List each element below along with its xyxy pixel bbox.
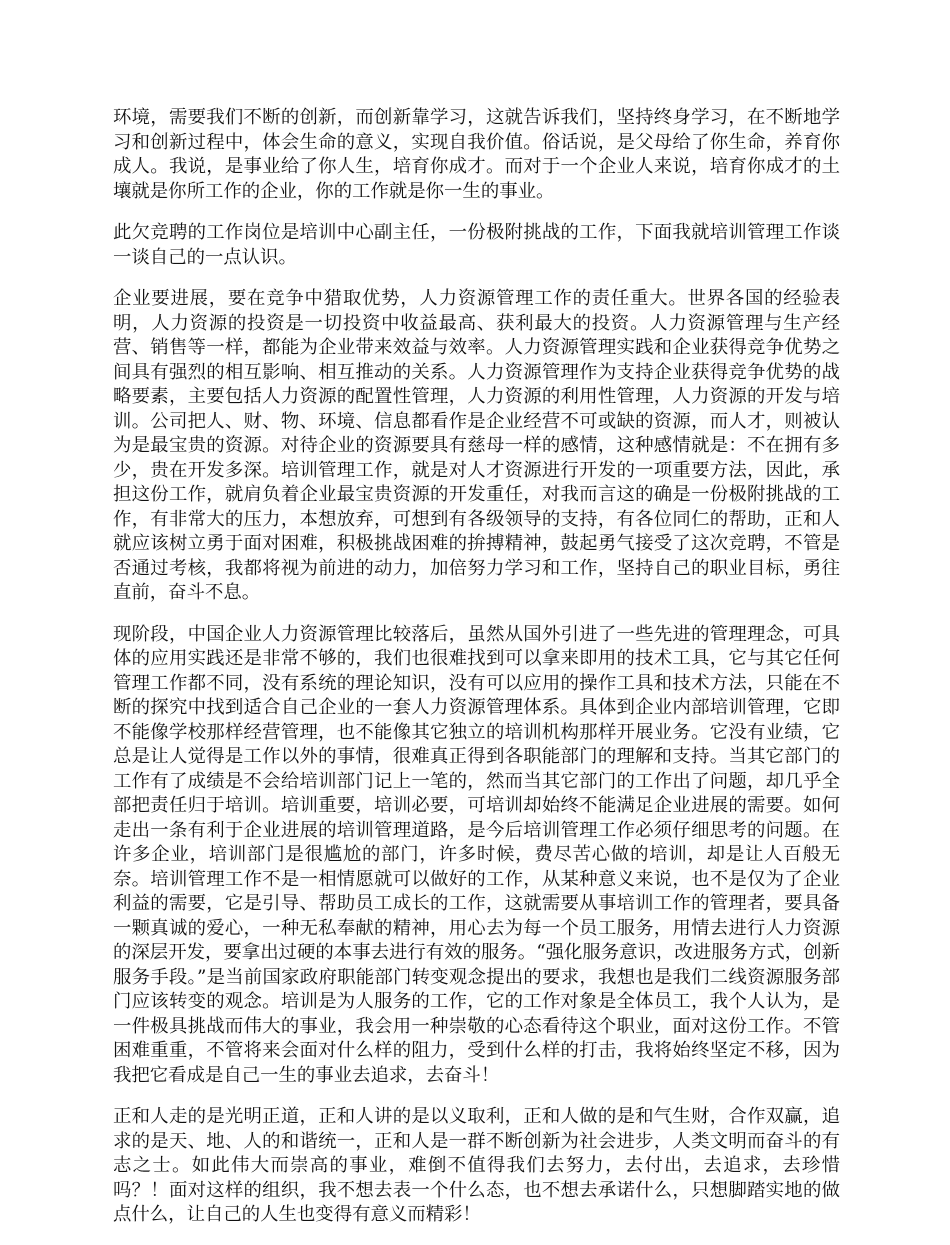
paragraph-4: 现阶段，中国企业人力资源管理比较落后，虽然从国外引进了一些先进的管理理念，可具体的应用实践还是非常不够的，我们也很难找到可以拿来即用的技术工具，它与其它任何管理工作都不同，没有系统的理论知识，没有可以应用的操作工具和技术方法，只能在不断的探究中找到适合自己企业的一套人力资源管理体系。具体到企业内部培训管理，它即不能像学校那样经营管理，也不能像其它独立的培训机构那样开展业务。它没有业绩，它总是让人觉得是工作以外的事情，很难真正得到各职能部门的理解和支持。当其它部门的工作有了成绩是不会给培训部门记上一笔的，然而当其它部门的工作出了问题，却几乎全部把责任归于培训。培训重要，培训必要，可培训却始终不能满足企业进展的需要。如何走出一条有利于企业进展的培训管理道路，是今后培训管理工作必须仔细思考的问题。在许多企业，培训部门是很尴尬的部门，许多时候，费尽苦心做的培训，却是让人百般无奈。培训管理工作不是一相情愿就可以做好的工作，从某种意义来说，也不是仅为了企业利益的需要，它是引导、帮助员工成长的工作，这就需要从事培训工作的管理者，要具备一颗真诚的爱心，一种无私奉献的精神，用心去为每一个员工服务，用情去进行人力资源的深层开发，要拿出过硬的本事去进行有效的服务。“强化服务意识，改进服务方式，创新服务手段。”是当前国家政府职能部门转变观念提出的要求，我想也是我们二线资源服务部门应该转变的观念。培训是为人服务的工作，它的工作对象是全体员工，我个人认为，是一件极具挑战而伟大的事业，我会用一种崇敬的心态看待这个职业，面对这份工作。不管困难重重，不管将来会面对什么样的阻力，受到什么样的打击，我将始终坚定不移，因为我把它看成是自己一生的事业去追求，去奋斗！ bbox=[113, 623, 840, 1086]
paragraph-1: 环境，需要我们不断的创新，而创新靠学习，这就告诉我们，坚持终身学习，在不断地学习和创新过程中，体会生命的意义，实现自我价值。俗话说，是父母给了你生命，养育你成人。我说，是事业给了你人生，培育你成才。而对于一个企业人来说，培育你成才的土壤就是你所工作的企业，你的工作就是你一生的事业。 bbox=[113, 107, 840, 202]
paragraph-2: 此欠竞聘的工作岗位是培训中心副主任，一份极附挑战的工作，下面我就培训管理工作谈一谈自己的一点认识。 bbox=[113, 222, 840, 268]
paragraph-5: 正和人走的是光明正道，正和人讲的是以义取利，正和人做的是和气生财，合作双赢，追求的是天、地、人的和谐统一，正和人是一群不断创新为社会进步，人类文明而奋斗的有志之士。如此伟大而崇高的事业，难倒不值得我们去努力，去付出，去追求，去珍惜吗？！面对这样的组织，我不想去表一个什么态，也不想去承诺什么，只想脚踏实地的做点什么，让自己的人生也变得有意义而精彩！ bbox=[113, 1106, 840, 1225]
document-body bbox=[113, 106, 840, 1245]
paragraph-3: 企业要进展，要在竞争中猎取优势，人力资源管理工作的责任重大。世界各国的经验表明，人力资源的投资是一切投资中收益最高、获利最大的投资。人力资源管理与生产经营、销售等一样，都能为企业带来效益与效率。人力资源管理实践和企业获得竞争优势之间具有强烈的相互影响、相互推动的关系。人力资源管理作为支持企业获得竞争优势的战略要素，主要包括人力资源的配置性管理，人力资源的利用性管理，人力资源的开发与培训。公司把人、财、物、环境、信息都看作是企业经营不可或缺的资源，而人才，则被认为是最宝贵的资源。对待企业的资源要具有慈母一样的感情，这种感情就是：不在拥有多少，贵在开发多深。培训管理工作，就是对人才资源进行开发的一项重要方法，因此，承担这份工作，就肩负着企业最宝贵资源的开发重任，对我而言这的确是一份极附挑战的工作，有非常大的压力，本想放弃，可想到有各级领导的支持，有各位同仁的帮助，正和人就应该树立勇于面对困难，积极挑战困难的拚搏精神，鼓起勇气接受了这次竞聘，不管是否通过考核，我都将视为前进的动力，加倍努力学习和工作，坚持自己的职业目标，勇往直前，奋斗不息。 bbox=[113, 288, 840, 603]
